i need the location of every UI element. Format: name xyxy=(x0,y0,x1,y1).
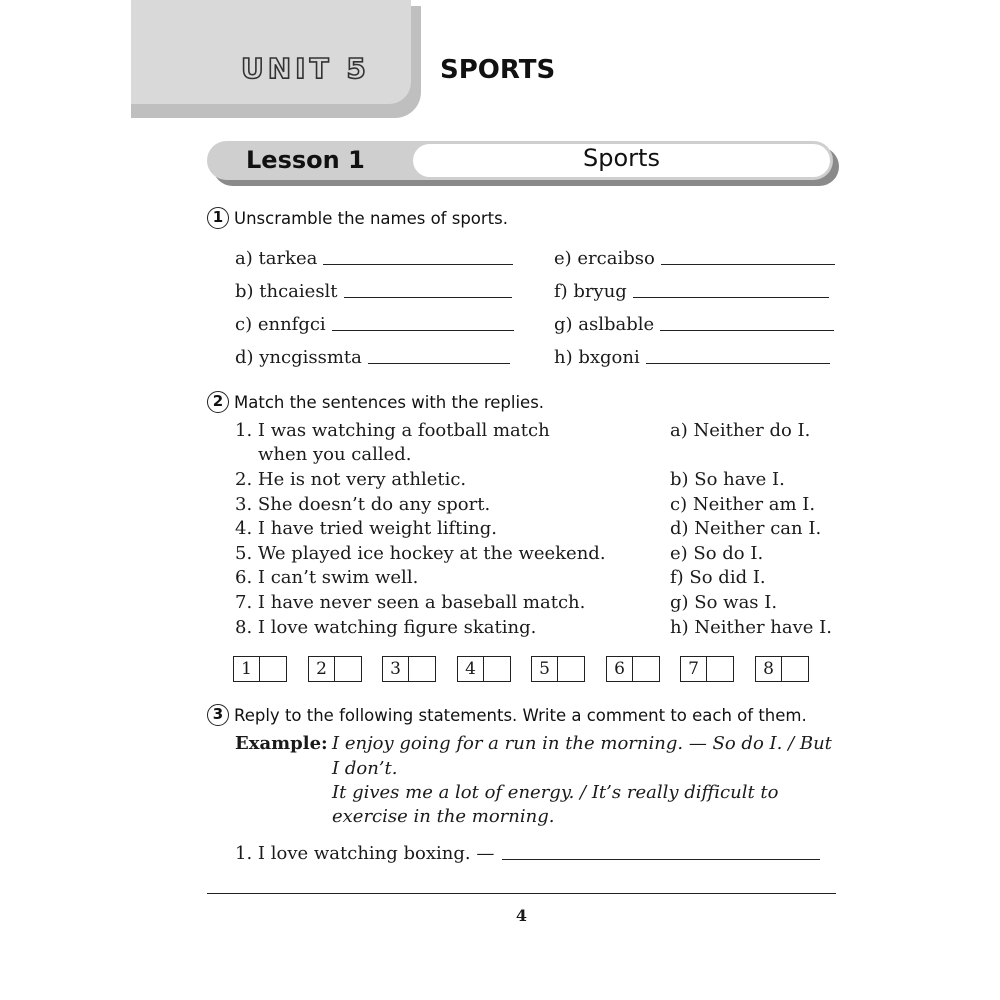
reply-h: h) Neither have I. xyxy=(670,617,832,638)
answer-box-7[interactable] xyxy=(680,656,734,682)
sentence-7: 7. I have never seen a baseball match. xyxy=(235,592,586,613)
answer-box-8[interactable] xyxy=(755,656,809,682)
task1-item-c xyxy=(235,314,514,335)
answer-box-1[interactable] xyxy=(233,656,287,682)
task1-number-icon: 1 xyxy=(207,207,229,229)
item-label: c) ennfgci xyxy=(235,314,326,335)
answer-line[interactable] xyxy=(660,330,834,331)
sentence-8: 8. I love watching figure skating. xyxy=(235,617,537,638)
example-line-2: I don’t. xyxy=(332,758,398,779)
answer-line[interactable] xyxy=(323,264,513,265)
unit-title: SPORTS xyxy=(440,55,556,85)
answer-box-6[interactable] xyxy=(606,656,660,682)
task1-header xyxy=(207,207,508,229)
task3-header xyxy=(207,704,807,726)
example-line-3: It gives me a lot of energy. / It’s really difficult to xyxy=(332,782,779,803)
lesson-topic: Sports xyxy=(583,144,660,172)
sentence-3: 3. She doesn’t do any sport. xyxy=(235,494,491,515)
box-answer[interactable] xyxy=(409,657,435,681)
box-number: 4 xyxy=(458,657,484,681)
answer-line[interactable] xyxy=(502,859,820,860)
reply-f: f) So did I. xyxy=(670,567,766,588)
answer-box-2[interactable] xyxy=(308,656,362,682)
sentence-4: 4. I have tried weight lifting. xyxy=(235,518,497,539)
box-number: 5 xyxy=(532,657,558,681)
task2-instruction: Match the sentences with the replies. xyxy=(234,392,545,412)
reply-a: a) Neither do I. xyxy=(670,420,811,441)
sentence-5: 5. We played ice hockey at the weekend. xyxy=(235,543,606,564)
task3-number-icon: 3 xyxy=(207,704,229,726)
answer-line[interactable] xyxy=(368,363,510,364)
task1-item-d xyxy=(235,347,510,368)
box-answer[interactable] xyxy=(484,657,510,681)
sentence-1: 1. I was watching a football match xyxy=(235,420,550,441)
item-label: g) aslbable xyxy=(554,314,655,335)
box-answer[interactable] xyxy=(782,657,808,681)
task1-item-h xyxy=(554,347,830,368)
task1-item-b xyxy=(235,281,512,302)
sentence-6: 6. I can’t swim well. xyxy=(235,567,419,588)
reply-b: b) So have I. xyxy=(670,469,785,490)
box-answer[interactable] xyxy=(633,657,659,681)
example-line-1: I enjoy going for a run in the morning. — So do I. / But xyxy=(332,733,832,754)
reply-d: d) Neither can I. xyxy=(670,518,822,539)
task2-header xyxy=(207,391,544,413)
box-number: 3 xyxy=(383,657,409,681)
unit-label: UNIT 5 xyxy=(241,52,370,85)
task1-item-a xyxy=(235,248,513,269)
box-answer[interactable] xyxy=(335,657,361,681)
example-label: Example: xyxy=(235,733,328,754)
task3-item-1 xyxy=(235,843,820,864)
box-answer[interactable] xyxy=(707,657,733,681)
answer-line[interactable] xyxy=(633,297,829,298)
answer-line[interactable] xyxy=(661,264,835,265)
item-label: b) thcaieslt xyxy=(235,281,338,302)
footer-rule xyxy=(207,893,836,894)
answer-line[interactable] xyxy=(646,363,830,364)
task2-number-icon: 2 xyxy=(207,391,229,413)
reply-c: c) Neither am I. xyxy=(670,494,816,515)
task1-item-f xyxy=(554,281,829,302)
item-label: h) bxgoni xyxy=(554,347,640,368)
box-answer[interactable] xyxy=(260,657,286,681)
task1-instruction: Unscramble the names of sports. xyxy=(234,208,508,228)
box-number: 7 xyxy=(681,657,707,681)
reply-e: e) So do I. xyxy=(670,543,764,564)
answer-box-4[interactable] xyxy=(457,656,511,682)
item-text: 1. I love watching boxing. — xyxy=(235,843,495,864)
item-label: a) tarkea xyxy=(235,248,318,269)
box-number: 1 xyxy=(234,657,260,681)
task1-item-e xyxy=(554,248,835,269)
sentence-1-cont: when you called. xyxy=(258,444,412,465)
item-label: f) bryug xyxy=(554,281,627,302)
item-label: e) ercaibso xyxy=(554,248,655,269)
answer-box-3[interactable] xyxy=(382,656,436,682)
reply-g: g) So was I. xyxy=(670,592,778,613)
box-number: 6 xyxy=(607,657,633,681)
task1-item-g xyxy=(554,314,834,335)
answer-line[interactable] xyxy=(332,330,514,331)
box-number: 2 xyxy=(309,657,335,681)
answer-box-5[interactable] xyxy=(531,656,585,682)
answer-line[interactable] xyxy=(344,297,512,298)
box-answer[interactable] xyxy=(558,657,584,681)
sentence-2: 2. He is not very athletic. xyxy=(235,469,467,490)
example-line-4: exercise in the morning. xyxy=(332,806,555,827)
box-number: 8 xyxy=(756,657,782,681)
item-label: d) yncgissmta xyxy=(235,347,362,368)
page-number: 4 xyxy=(515,906,528,925)
task3-instruction: Reply to the following statements. Write a comment to each of them. xyxy=(234,705,807,725)
lesson-label: Lesson 1 xyxy=(246,146,365,174)
